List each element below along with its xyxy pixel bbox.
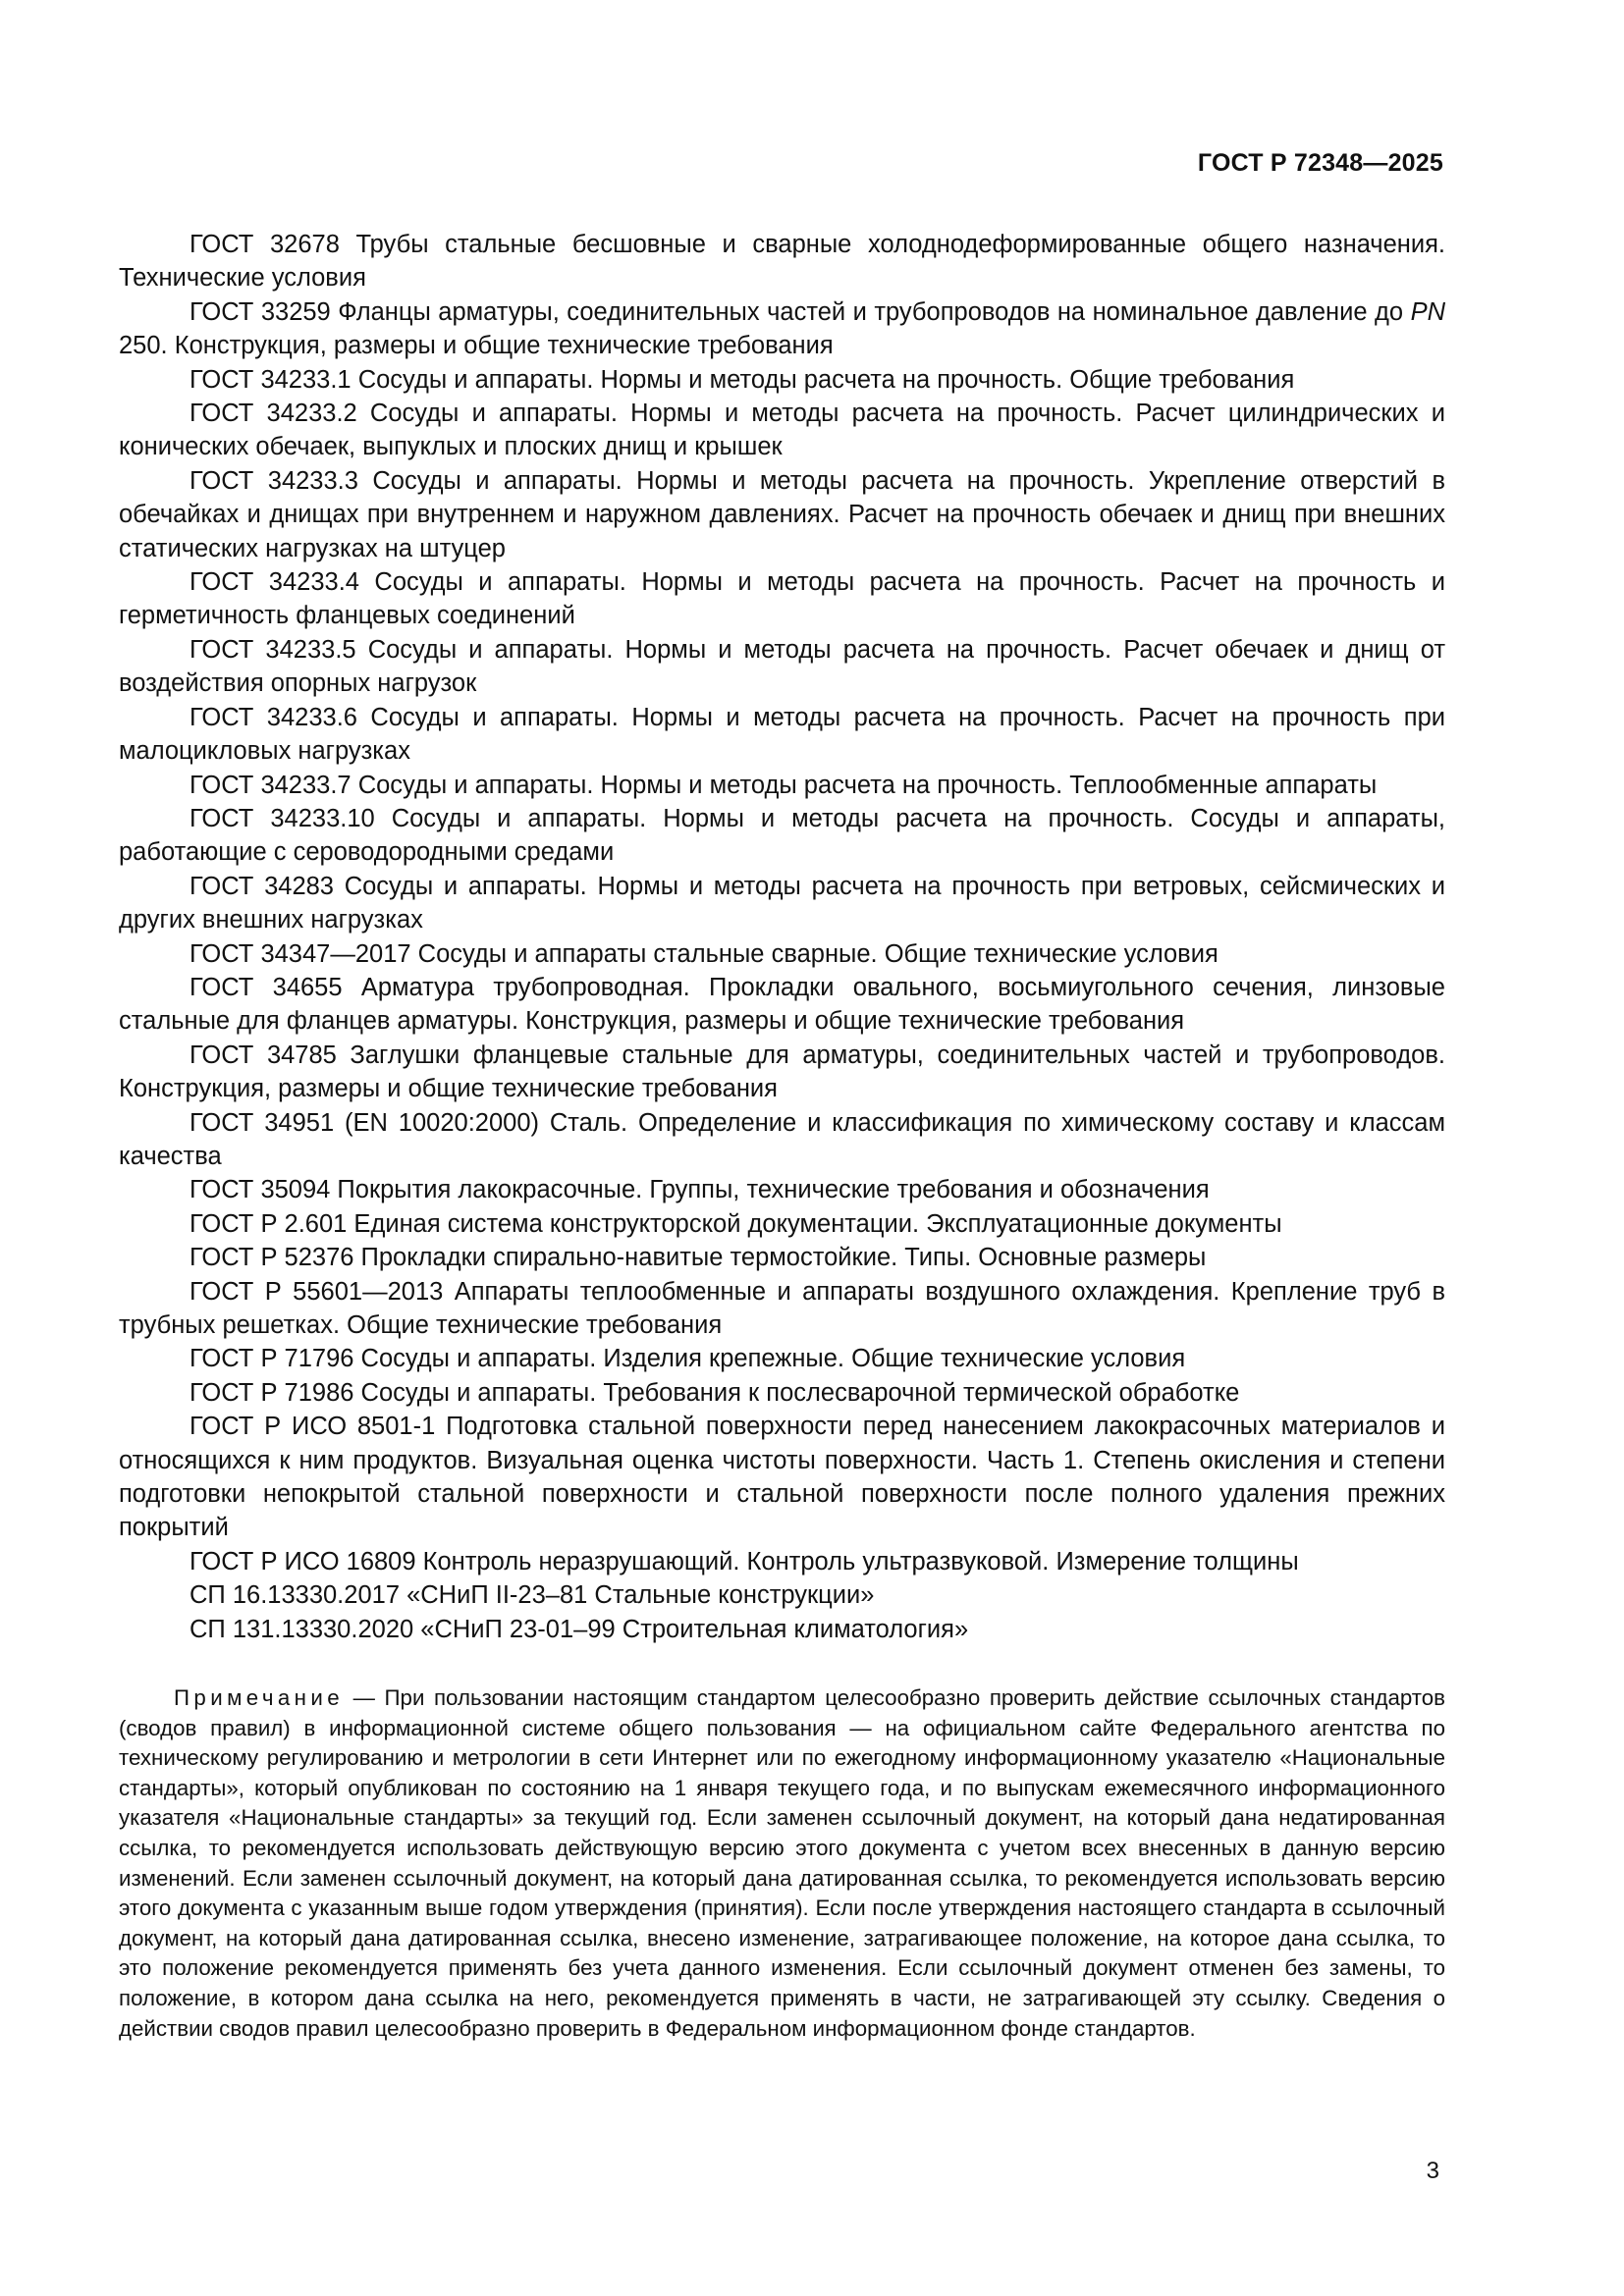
reference-item: ГОСТ 34233.7 Сосуды и аппараты. Нормы и методы расчета на прочность. Теплообменные аппараты [189,771,1378,799]
reference-item: ГОСТ 35094 Покрытия лакокрасочные. Группы, технические требования и обозначения [189,1176,1210,1204]
reference-item: ГОСТ 34785 Заглушки фланцевые стальные для арматуры, соединительных частей и трубопроводов. Конструкция, размеры и общие технические требования [119,1041,1445,1103]
reference-item: СП 131.13330.2020 «СНиП 23-01–99 Строительная климатология» [189,1615,969,1643]
reference-item: ГОСТ Р ИСО 8501-1 Подготовка стальной поверхности перед нанесением лакокрасочных материалов и относящихся к ним продуктов. Визуальная оценка чистоты поверхности. Часть 1. Степень окисления и степени подготовки непокрытой стальной поверхности и стальной поверхности после полного удаления прежних покрытий [119,1413,1445,1542]
reference-item: ГОСТ 34233.1 Сосуды и аппараты. Нормы и методы расчета на прочность. Общие требования [189,365,1295,394]
reference-item: ГОСТ 34233.10 Сосуды и аппараты. Нормы и методы расчета на прочность. Сосуды и аппараты, работающие с сероводородными средами [119,804,1445,867]
reference-item: ГОСТ 34347—2017 Сосуды и аппараты стальные сварные. Общие технические условия [189,939,1218,968]
reference-item: ГОСТ Р 2.601 Единая система конструкторской документации. Эксплуатационные документы [189,1209,1282,1238]
normative-references-list [119,228,1445,1646]
reference-item: ГОСТ 33259 Фланцы арматуры, соединительных частей и трубопроводов на номинальное давление до PN 250. Конструкция, размеры и общие технические требования [119,297,1445,360]
note-label: Примечание [174,1685,345,1710]
page-number: 3 [1426,2158,1439,2184]
reference-item: ГОСТ 34951 (EN 10020:2000) Сталь. Определение и классификация по химическому составу и классам качества [119,1108,1445,1170]
reference-item: ГОСТ 34233.2 Сосуды и аппараты. Нормы и методы расчета на прочность. Расчет цилиндрических и конических обечаек, выпуклых и плоских днищ и крышек [119,400,1445,461]
reference-item: ГОСТ 34655 Арматура трубопроводная. Прокладки овального, восьмиугольного сечения, линзовые стальные для фланцев арматуры. Конструкция, размеры и общие технические требования [119,973,1445,1036]
note-block [119,1683,1445,2044]
reference-item: ГОСТ 34233.6 Сосуды и аппараты. Нормы и методы расчета на прочность. Расчет на прочность при малоцикловых нагрузках [119,703,1445,766]
reference-item: ГОСТ 34233.4 Сосуды и аппараты. Нормы и методы расчета на прочность. Расчет на прочность и герметичность фланцевых соединений [119,568,1445,630]
reference-item: ГОСТ 34283 Сосуды и аппараты. Нормы и методы расчета на прочность при ветровых, сейсмических и других внешних нагрузках [119,872,1445,934]
document-header: ГОСТ Р 72348—2025 [1197,149,1443,177]
note-paragraph [119,1683,1445,2044]
note-text: — При пользовании настоящим стандартом целесообразно проверить действие ссылочных стандартов (сводов правил) в информационной системе общего пользования — на официальном сайте Федерального агентства по техническому регулированию и метрологии в сети Интернет или по ежегодному информационному указателю «Национальные стандарты», который опубликован по состоянию на 1 января текущего года, и по выпускам ежемесячного информационного указателя «Национальные стандарты» за текущий год. Если заменен ссылочный документ, на который дана недатированная ссылка, то рекомендуется использовать действующую версию этого документа с учетом всех внесенных в данную версию изменений. Если заменен ссылочный документ, на который дана датированная ссылка, то рекомендуется использовать версию этого документа с указанным выше годом утверждения (принятия). Если после утверждения настоящего стандарта в ссылочный документ, на который дана датированная ссылка, внесено изменение, затрагивающее положение, на которое дана ссылка, то это положение рекомендуется применять без учета данного изменения. Если ссылочный документ отменен без замены, то положение, в котором дана ссылка на него, рекомендуется применять в части, не затрагивающей эту ссылку. Сведения о действии сводов правил целесообразно проверить в Федеральном информационном фонде стандартов. [119,1685,1445,2041]
reference-item: ГОСТ Р 71986 Сосуды и аппараты. Требования к послесварочной термической обработке [189,1378,1240,1407]
reference-item: ГОСТ 34233.3 Сосуды и аппараты. Нормы и методы расчета на прочность. Укрепление отверстий в обечайках и днищах при внутреннем и наружном давлениях. Расчет на прочность обечаек и днищ при внешних статических нагрузках на штуцер [119,466,1445,562]
reference-item: ГОСТ Р 71796 Сосуды и аппараты. Изделия крепежные. Общие технические условия [189,1345,1186,1373]
reference-item: ГОСТ Р ИСО 16809 Контроль неразрушающий. Контроль ультразвуковой. Измерение толщины [189,1547,1299,1575]
reference-item: СП 16.13330.2017 «СНиП II-23–81 Стальные конструкции» [189,1581,875,1610]
reference-item: ГОСТ 32678 Трубы стальные бесшовные и сварные холоднодеформированные общего назначения. Технические условия [119,231,1445,293]
reference-item: ГОСТ 34233.5 Сосуды и аппараты. Нормы и методы расчета на прочность. Расчет обечаек и днищ от воздействия опорных нагрузок [119,635,1445,698]
reference-item: ГОСТ Р 55601—2013 Аппараты теплообменные и аппараты воздушного охлаждения. Крепление труб в трубных решетках. Общие технические требования [119,1277,1445,1339]
reference-item: ГОСТ Р 52376 Прокладки спирально-навитые термостойкие. Типы. Основные размеры [189,1244,1207,1272]
